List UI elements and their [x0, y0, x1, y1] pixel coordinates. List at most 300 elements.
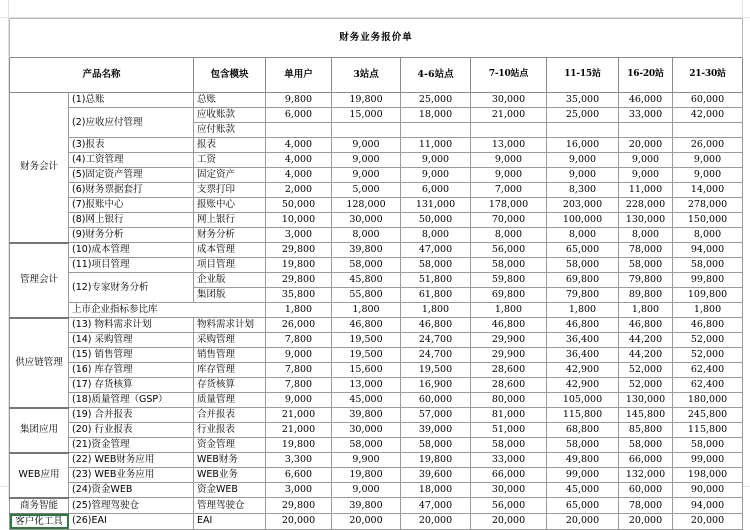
price-cell[interactable]: 9,900 — [332, 453, 401, 468]
price-cell[interactable]: 58,000 — [547, 258, 619, 273]
price-cell[interactable]: 60,000 — [673, 93, 743, 108]
product-name-cell[interactable]: (6)财务票据套打 — [69, 183, 194, 198]
price-cell[interactable]: 8,000 — [673, 228, 743, 243]
price-cell[interactable]: 49,800 — [547, 453, 619, 468]
price-cell[interactable]: 30,000 — [332, 423, 401, 438]
price-cell[interactable]: 1,800 — [266, 303, 332, 318]
product-name-cell[interactable]: (16) 库存管理 — [69, 363, 194, 378]
price-cell[interactable]: 20,000 — [266, 514, 332, 530]
price-cell[interactable]: 85,800 — [619, 423, 673, 438]
price-cell[interactable]: 70,000 — [471, 213, 547, 228]
price-cell[interactable] — [547, 123, 619, 138]
category-cell-4[interactable]: WEB应用 — [10, 453, 69, 498]
price-cell[interactable]: 21,000 — [266, 423, 332, 438]
price-cell[interactable]: 20,000 — [619, 138, 673, 153]
price-cell[interactable]: 109,800 — [673, 288, 743, 303]
product-name-cell[interactable]: (13) 物料需求计划 — [69, 318, 194, 333]
price-cell[interactable]: 39,800 — [332, 498, 401, 514]
module-cell[interactable]: 资金WEB — [194, 483, 266, 498]
price-cell[interactable]: 65,000 — [547, 243, 619, 258]
module-cell[interactable]: 报账中心 — [194, 198, 266, 213]
price-cell[interactable]: 65,000 — [547, 498, 619, 514]
price-cell[interactable]: 99,000 — [673, 453, 743, 468]
price-cell[interactable]: 44,200 — [619, 333, 673, 348]
price-cell[interactable]: 29,900 — [471, 348, 547, 363]
price-cell[interactable]: 45,000 — [547, 483, 619, 498]
price-cell[interactable]: 19,500 — [332, 333, 401, 348]
price-cell[interactable]: 9,000 — [332, 483, 401, 498]
price-cell[interactable]: 9,000 — [471, 168, 547, 183]
price-cell[interactable]: 1,800 — [401, 303, 471, 318]
module-cell[interactable]: 管理驾驶仓 — [194, 498, 266, 514]
price-cell[interactable]: 47,000 — [401, 243, 471, 258]
price-cell[interactable]: 62,400 — [673, 378, 743, 393]
price-cell[interactable]: 19,500 — [401, 363, 471, 378]
price-cell[interactable]: 30,000 — [332, 213, 401, 228]
price-cell[interactable]: 20,000 — [619, 514, 673, 530]
price-cell[interactable]: 9,000 — [401, 168, 471, 183]
category-cell-2[interactable]: 供应链管理 — [10, 318, 69, 408]
price-cell[interactable]: 44,200 — [619, 348, 673, 363]
price-cell[interactable]: 21,000 — [471, 108, 547, 123]
price-cell[interactable]: 7,800 — [266, 363, 332, 378]
price-quote-table — [9, 18, 743, 530]
column-header-product-name: 产品名称 — [10, 58, 194, 93]
price-cell[interactable]: 178,000 — [471, 198, 547, 213]
price-cell[interactable]: 9,000 — [401, 153, 471, 168]
table-row — [10, 514, 743, 530]
table-row — [10, 138, 743, 153]
price-cell[interactable]: 180,000 — [673, 393, 743, 408]
price-cell[interactable]: 6,600 — [266, 468, 332, 483]
table-row — [10, 438, 743, 453]
table-header-row — [10, 58, 743, 93]
price-cell[interactable]: 99,800 — [673, 273, 743, 288]
price-cell[interactable]: 1,800 — [619, 303, 673, 318]
price-cell[interactable]: 130,000 — [619, 393, 673, 408]
price-cell[interactable]: 15,000 — [332, 108, 401, 123]
price-cell[interactable]: 36,400 — [547, 348, 619, 363]
module-cell[interactable]: 成本管理 — [194, 243, 266, 258]
module-cell[interactable]: 集团版 — [194, 288, 266, 303]
price-cell[interactable]: 9,000 — [619, 168, 673, 183]
module-cell[interactable]: 工资 — [194, 153, 266, 168]
price-cell[interactable]: 19,800 — [332, 93, 401, 108]
module-cell[interactable]: EAI — [194, 514, 266, 530]
price-cell[interactable]: 52,000 — [673, 333, 743, 348]
price-cell[interactable]: 8,000 — [471, 228, 547, 243]
price-cell[interactable]: 1,800 — [471, 303, 547, 318]
price-cell[interactable]: 9,000 — [673, 168, 743, 183]
price-cell[interactable]: 30,000 — [471, 483, 547, 498]
price-cell[interactable]: 8,000 — [401, 228, 471, 243]
price-cell[interactable]: 14,000 — [673, 183, 743, 198]
product-name-cell[interactable]: (23) WEB业务应用 — [69, 468, 194, 483]
product-name-cell[interactable]: (11)项目管理 — [69, 258, 194, 273]
price-cell[interactable]: 33,000 — [471, 453, 547, 468]
price-cell[interactable]: 78,000 — [619, 243, 673, 258]
product-name-cell[interactable]: (5)固定资产管理 — [69, 168, 194, 183]
price-cell[interactable]: 29,800 — [266, 273, 332, 288]
price-cell[interactable]: 8,300 — [547, 183, 619, 198]
price-cell[interactable]: 58,000 — [471, 438, 547, 453]
price-cell[interactable]: 2,000 — [266, 183, 332, 198]
module-cell[interactable]: 存货核算 — [194, 378, 266, 393]
price-cell[interactable]: 99,000 — [547, 468, 619, 483]
price-cell[interactable]: 66,000 — [471, 468, 547, 483]
price-cell[interactable]: 115,800 — [673, 423, 743, 438]
price-cell[interactable]: 150,000 — [673, 213, 743, 228]
price-cell[interactable]: 13,000 — [471, 138, 547, 153]
title-row — [10, 19, 743, 58]
column-header-8: 21-30站 — [673, 58, 743, 93]
table-row — [10, 318, 743, 333]
price-cell[interactable] — [266, 123, 332, 138]
price-cell[interactable]: 145,800 — [619, 408, 673, 423]
price-cell[interactable]: 46,000 — [619, 93, 673, 108]
price-cell[interactable]: 128,000 — [332, 198, 401, 213]
price-cell[interactable]: 52,000 — [619, 378, 673, 393]
price-cell[interactable]: 105,000 — [547, 393, 619, 408]
price-cell[interactable]: 58,000 — [673, 438, 743, 453]
price-cell[interactable] — [471, 123, 547, 138]
price-cell[interactable]: 8,000 — [547, 228, 619, 243]
price-cell[interactable]: 115,800 — [547, 408, 619, 423]
column-header-6: 11-15站 — [547, 58, 619, 93]
price-cell[interactable]: 4,000 — [266, 168, 332, 183]
product-name-cell[interactable]: (14) 采购管理 — [69, 333, 194, 348]
product-name-cell[interactable]: (1)总账 — [69, 93, 194, 108]
price-cell[interactable]: 10,000 — [266, 213, 332, 228]
price-cell[interactable]: 46,800 — [547, 318, 619, 333]
price-cell[interactable]: 69,800 — [547, 273, 619, 288]
price-cell[interactable] — [673, 123, 743, 138]
module-cell[interactable]: 报表 — [194, 138, 266, 153]
price-cell[interactable]: 9,000 — [547, 153, 619, 168]
category-cell-6[interactable]: 客户化工具 — [10, 514, 69, 530]
price-cell[interactable]: 58,000 — [332, 438, 401, 453]
price-cell[interactable]: 30,000 — [471, 93, 547, 108]
price-cell[interactable]: 19,800 — [332, 468, 401, 483]
price-cell[interactable]: 79,800 — [547, 288, 619, 303]
product-name-cell[interactable]: (22) WEB财务应用 — [69, 453, 194, 468]
price-cell[interactable]: 9,000 — [332, 153, 401, 168]
price-cell[interactable]: 131,000 — [401, 198, 471, 213]
price-cell[interactable]: 9,000 — [332, 138, 401, 153]
price-cell[interactable]: 46,800 — [619, 318, 673, 333]
column-header-7: 16-20站 — [619, 58, 673, 93]
price-cell[interactable]: 56,000 — [471, 498, 547, 514]
price-cell[interactable]: 1,800 — [673, 303, 743, 318]
price-cell[interactable]: 89,800 — [619, 288, 673, 303]
price-cell[interactable]: 80,000 — [471, 393, 547, 408]
price-cell[interactable]: 24,700 — [401, 333, 471, 348]
table-row — [10, 303, 743, 318]
module-cell[interactable]: 资金管理 — [194, 438, 266, 453]
price-cell[interactable]: 4,000 — [266, 138, 332, 153]
price-cell[interactable]: 42,900 — [547, 378, 619, 393]
price-cell[interactable]: 58,000 — [619, 438, 673, 453]
price-cell[interactable]: 46,800 — [673, 318, 743, 333]
price-cell[interactable]: 46,800 — [332, 318, 401, 333]
category-cell-5[interactable]: 商务智能 — [10, 498, 69, 514]
price-cell[interactable]: 61,800 — [401, 288, 471, 303]
price-cell[interactable]: 42,000 — [673, 108, 743, 123]
product-name-cell[interactable]: 上市企业指标参比库 — [69, 303, 266, 318]
price-cell[interactable]: 47,000 — [401, 498, 471, 514]
column-header-3: 3站点 — [332, 58, 401, 93]
price-cell[interactable]: 45,800 — [332, 273, 401, 288]
price-cell[interactable]: 228,000 — [619, 198, 673, 213]
price-cell[interactable]: 36,400 — [547, 333, 619, 348]
price-cell[interactable]: 20,000 — [401, 514, 471, 530]
price-cell[interactable]: 9,000 — [619, 153, 673, 168]
price-cell[interactable]: 20,000 — [471, 514, 547, 530]
price-cell[interactable]: 94,000 — [673, 243, 743, 258]
price-cell[interactable]: 203,000 — [547, 198, 619, 213]
column-header-5: 7-10站点 — [471, 58, 547, 93]
price-cell[interactable]: 6,000 — [401, 183, 471, 198]
price-cell[interactable]: 1,800 — [547, 303, 619, 318]
price-cell[interactable] — [332, 123, 401, 138]
price-cell[interactable]: 26,000 — [673, 138, 743, 153]
price-cell[interactable]: 69,800 — [471, 288, 547, 303]
price-cell[interactable] — [619, 123, 673, 138]
price-cell[interactable]: 60,000 — [401, 393, 471, 408]
price-cell[interactable]: 58,000 — [547, 438, 619, 453]
price-cell[interactable]: 8,000 — [619, 228, 673, 243]
price-cell[interactable]: 59,800 — [471, 273, 547, 288]
table-row — [10, 183, 743, 198]
category-cell-3[interactable]: 集团应用 — [10, 408, 69, 453]
product-name-cell[interactable]: (3)报表 — [69, 138, 194, 153]
product-name-cell[interactable]: (25)管理驾驶仓 — [69, 498, 194, 514]
module-cell[interactable]: WEB财务 — [194, 453, 266, 468]
price-cell[interactable]: 42,900 — [547, 363, 619, 378]
module-cell[interactable]: 合并报表 — [194, 408, 266, 423]
price-cell[interactable]: 60,000 — [619, 483, 673, 498]
price-cell[interactable]: 26,000 — [266, 318, 332, 333]
price-cell[interactable]: 15,600 — [332, 363, 401, 378]
price-cell[interactable]: 55,800 — [332, 288, 401, 303]
price-cell[interactable]: 46,800 — [471, 318, 547, 333]
table-row — [10, 228, 743, 243]
price-cell[interactable]: 35,800 — [266, 288, 332, 303]
price-cell[interactable]: 198,000 — [673, 468, 743, 483]
table-row — [10, 198, 743, 213]
price-cell[interactable]: 20,000 — [673, 514, 743, 530]
price-cell[interactable]: 94,000 — [673, 498, 743, 514]
price-cell[interactable]: 18,000 — [401, 483, 471, 498]
price-cell[interactable]: 19,800 — [401, 453, 471, 468]
price-cell[interactable]: 78,000 — [619, 498, 673, 514]
price-cell[interactable]: 3,300 — [266, 453, 332, 468]
module-cell[interactable]: 财务分析 — [194, 228, 266, 243]
module-cell[interactable]: 固定资产 — [194, 168, 266, 183]
price-cell[interactable]: 20,000 — [547, 514, 619, 530]
price-cell[interactable]: 9,800 — [266, 93, 332, 108]
module-cell[interactable]: 项目管理 — [194, 258, 266, 273]
price-cell[interactable]: 7,800 — [266, 378, 332, 393]
price-cell[interactable]: 9,000 — [673, 153, 743, 168]
price-cell[interactable]: 39,800 — [332, 243, 401, 258]
module-cell[interactable]: 支票打印 — [194, 183, 266, 198]
price-cell[interactable]: 9,000 — [471, 153, 547, 168]
module-cell[interactable]: 库存管理 — [194, 363, 266, 378]
price-cell[interactable]: 66,000 — [619, 453, 673, 468]
category-cell-0[interactable]: 财务会计 — [10, 93, 69, 243]
table-row — [10, 108, 743, 123]
product-name-cell[interactable]: (15) 销售管理 — [69, 348, 194, 363]
price-cell[interactable]: 29,900 — [471, 333, 547, 348]
product-name-cell[interactable]: (26)EAI — [69, 514, 194, 530]
product-name-cell[interactable]: (20) 行业报表 — [69, 423, 194, 438]
product-name-cell[interactable]: (9)财务分析 — [69, 228, 194, 243]
price-cell[interactable]: 9,000 — [266, 393, 332, 408]
price-cell[interactable]: 58,000 — [673, 258, 743, 273]
module-cell[interactable]: 网上银行 — [194, 213, 266, 228]
product-name-cell[interactable]: (7)报账中心 — [69, 198, 194, 213]
price-cell[interactable]: 62,400 — [673, 363, 743, 378]
column-header-1: 包含模块 — [194, 58, 266, 93]
module-cell[interactable]: 应收账款 — [194, 108, 266, 123]
price-cell[interactable]: 39,800 — [332, 408, 401, 423]
price-cell[interactable]: 79,800 — [619, 273, 673, 288]
table-row — [10, 243, 743, 258]
price-cell[interactable]: 56,000 — [471, 243, 547, 258]
module-cell[interactable]: WEB业务 — [194, 468, 266, 483]
price-cell[interactable]: 39,000 — [401, 423, 471, 438]
price-cell[interactable]: 5,000 — [332, 183, 401, 198]
table-body — [10, 19, 743, 530]
price-cell[interactable]: 33,000 — [619, 108, 673, 123]
price-cell[interactable]: 1,800 — [332, 303, 401, 318]
module-cell[interactable]: 企业版 — [194, 273, 266, 288]
module-cell[interactable]: 采购管理 — [194, 333, 266, 348]
price-cell[interactable]: 278,000 — [673, 198, 743, 213]
price-cell[interactable]: 16,000 — [547, 138, 619, 153]
price-cell[interactable]: 19,500 — [332, 348, 401, 363]
price-cell[interactable]: 8,000 — [332, 228, 401, 243]
module-cell[interactable]: 物料需求计划 — [194, 318, 266, 333]
price-cell[interactable]: 7,800 — [266, 333, 332, 348]
module-cell[interactable]: 总账 — [194, 93, 266, 108]
price-cell[interactable]: 20,000 — [332, 514, 401, 530]
table-row — [10, 408, 743, 423]
product-name-cell[interactable]: (2)应收应付管理 — [69, 108, 194, 138]
column-header-4: 4-6站点 — [401, 58, 471, 93]
price-cell[interactable]: 51,000 — [471, 423, 547, 438]
price-cell[interactable]: 25,000 — [547, 108, 619, 123]
price-cell[interactable]: 132,000 — [619, 468, 673, 483]
table-row — [10, 153, 743, 168]
module-cell[interactable]: 质量管理 — [194, 393, 266, 408]
price-cell[interactable]: 58,000 — [471, 258, 547, 273]
table-row — [10, 423, 743, 438]
price-cell[interactable]: 19,800 — [266, 438, 332, 453]
price-cell[interactable] — [401, 123, 471, 138]
product-name-cell[interactable]: (4)工资管理 — [69, 153, 194, 168]
category-cell-1[interactable]: 管理会计 — [10, 243, 69, 318]
price-cell[interactable]: 100,000 — [547, 213, 619, 228]
product-name-cell[interactable]: (8)网上银行 — [69, 213, 194, 228]
table-row — [10, 393, 743, 408]
price-cell[interactable]: 13,000 — [332, 378, 401, 393]
price-cell[interactable]: 9,000 — [332, 168, 401, 183]
module-cell[interactable]: 销售管理 — [194, 348, 266, 363]
price-cell[interactable]: 11,000 — [401, 138, 471, 153]
price-cell[interactable]: 51,800 — [401, 273, 471, 288]
price-cell[interactable]: 58,000 — [619, 258, 673, 273]
price-cell[interactable]: 29,800 — [266, 243, 332, 258]
price-cell[interactable]: 11,000 — [619, 183, 673, 198]
price-cell[interactable]: 24,700 — [401, 348, 471, 363]
price-cell[interactable]: 58,000 — [332, 258, 401, 273]
table-row — [10, 273, 743, 288]
price-cell[interactable]: 21,000 — [266, 408, 332, 423]
price-cell[interactable]: 81,000 — [471, 408, 547, 423]
price-cell[interactable]: 130,000 — [619, 213, 673, 228]
table-row — [10, 168, 743, 183]
price-cell[interactable]: 6,000 — [266, 108, 332, 123]
product-name-cell[interactable]: (17) 存货核算 — [69, 378, 194, 393]
product-name-cell[interactable]: (24)资金WEB — [69, 483, 194, 498]
price-cell[interactable]: 35,000 — [547, 93, 619, 108]
price-cell[interactable]: 9,000 — [266, 348, 332, 363]
price-cell[interactable]: 58,000 — [401, 438, 471, 453]
table-row — [10, 498, 743, 514]
price-cell[interactable]: 19,800 — [266, 258, 332, 273]
price-cell[interactable]: 28,600 — [471, 363, 547, 378]
price-cell[interactable]: 52,000 — [673, 348, 743, 363]
price-cell[interactable]: 58,000 — [401, 258, 471, 273]
product-name-cell[interactable]: (19) 合并报表 — [69, 408, 194, 423]
price-cell[interactable]: 46,800 — [401, 318, 471, 333]
price-cell[interactable]: 29,800 — [266, 498, 332, 514]
price-cell[interactable]: 90,000 — [673, 483, 743, 498]
price-cell[interactable]: 9,000 — [547, 168, 619, 183]
price-cell[interactable]: 39,600 — [401, 468, 471, 483]
column-header-2: 单用户 — [266, 58, 332, 93]
table-row — [10, 348, 743, 363]
price-cell[interactable]: 3,000 — [266, 483, 332, 498]
product-name-cell[interactable]: (18)质量管理（GSP） — [69, 393, 194, 408]
price-cell[interactable]: 16,900 — [401, 378, 471, 393]
price-cell[interactable]: 50,000 — [401, 213, 471, 228]
price-cell[interactable]: 18,000 — [401, 108, 471, 123]
price-cell[interactable]: 3,000 — [266, 228, 332, 243]
product-name-cell[interactable]: (12)专家财务分析 — [69, 273, 194, 303]
price-cell[interactable]: 4,000 — [266, 153, 332, 168]
price-cell[interactable]: 45,000 — [332, 393, 401, 408]
price-cell[interactable]: 7,000 — [471, 183, 547, 198]
price-cell[interactable]: 57,000 — [401, 408, 471, 423]
table-row — [10, 363, 743, 378]
price-cell[interactable]: 68,800 — [547, 423, 619, 438]
product-name-cell[interactable]: (21)资金管理 — [69, 438, 194, 453]
module-cell[interactable]: 应付账款 — [194, 123, 266, 138]
price-cell[interactable]: 52,000 — [619, 363, 673, 378]
price-cell[interactable]: 28,600 — [471, 378, 547, 393]
module-cell[interactable]: 行业报表 — [194, 423, 266, 438]
price-cell[interactable]: 25,000 — [401, 93, 471, 108]
product-name-cell[interactable]: (10)成本管理 — [69, 243, 194, 258]
price-cell[interactable]: 245,800 — [673, 408, 743, 423]
table-row — [10, 378, 743, 393]
price-cell[interactable]: 50,000 — [266, 198, 332, 213]
table-row — [10, 483, 743, 498]
table-row — [10, 213, 743, 228]
